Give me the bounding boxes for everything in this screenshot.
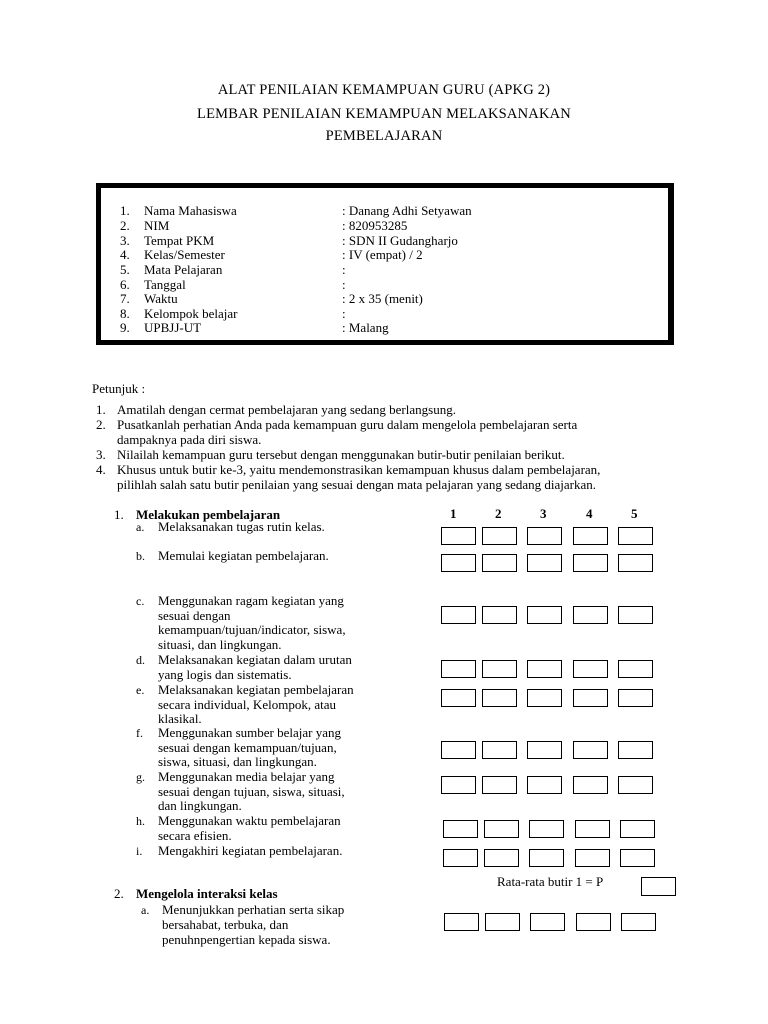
- section1-average-label: Rata-rata butir 1 = P: [497, 874, 604, 889]
- section1-item-a-score-box-1[interactable]: [441, 527, 476, 545]
- info-row-value: : 820953285: [342, 218, 408, 233]
- section1-item-c-score-box-3[interactable]: [527, 606, 562, 624]
- instruction-text: Nilailah kemampuan guru tersebut dengan menggunakan butir-butir penilaian berikut.: [117, 447, 565, 462]
- section1-item-h-score-box-2[interactable]: [484, 820, 519, 838]
- info-row-number: 2.: [120, 218, 130, 233]
- section1-item-i-score-box-5[interactable]: [620, 849, 655, 867]
- section2-item-a-score-box-5[interactable]: [621, 913, 656, 931]
- info-row-label: Tempat PKM: [144, 233, 215, 248]
- instruction-number: 3.: [96, 447, 106, 462]
- info-row-label: Nama Mahasiswa: [144, 203, 237, 218]
- section1-item-h-score-box-1[interactable]: [443, 820, 478, 838]
- section1-item-a-score-box-5[interactable]: [618, 527, 653, 545]
- section1-item-c-score-box-1[interactable]: [441, 606, 476, 624]
- section1-item-f-score-box-1[interactable]: [441, 741, 476, 759]
- section1-item-d-score-box-1[interactable]: [441, 660, 476, 678]
- item-text: kemampuan/tujuan/indicator, siswa,: [158, 622, 346, 637]
- document-title-line2: LEMBAR PENILAIAN KEMAMPUAN MELAKSANAKAN: [197, 106, 571, 122]
- instruction-text: Pusatkanlah perhatian Anda pada kemampuan guru dalam mengelola pembelajaran serta: [117, 417, 578, 432]
- section1-number: 1.: [114, 507, 124, 522]
- section1-item-b-score-box-1[interactable]: [441, 554, 476, 572]
- section2-item-a-score-box-2[interactable]: [485, 913, 520, 931]
- info-row-label: Kelompok belajar: [144, 306, 238, 321]
- document-title-line3: PEMBELAJARAN: [325, 128, 443, 144]
- info-row-value: : IV (empat) / 2: [342, 247, 423, 262]
- section1-item-c-score-box-4[interactable]: [573, 606, 608, 624]
- item-text: sesuai dengan: [158, 607, 231, 623]
- item-text: Mengakhiri kegiatan pembelajaran.: [158, 843, 343, 858]
- item-letter: a.: [136, 520, 145, 534]
- section1-item-e-score-box-3[interactable]: [527, 689, 562, 707]
- info-row-value: :: [342, 277, 346, 292]
- info-row-label: UPBJJ-UT: [144, 320, 202, 335]
- info-row-label: Waktu: [144, 291, 178, 306]
- section1-item-h-score-box-4[interactable]: [575, 820, 610, 838]
- section2-item-a-score-box-3[interactable]: [530, 913, 565, 931]
- item-text: yang logis dan sistematis.: [158, 666, 292, 682]
- info-row-label: NIM: [144, 218, 170, 233]
- item-text: penuhnpengertian kepada siswa.: [162, 932, 331, 947]
- item-text: Melaksanakan tugas rutin kelas.: [158, 519, 325, 534]
- instruction-text: dampaknya pada diri siswa.: [117, 432, 262, 447]
- section1-item-a-score-box-4[interactable]: [573, 527, 608, 545]
- section1-item-d-score-box-3[interactable]: [527, 660, 562, 678]
- info-row-label: Mata Pelajaran: [144, 262, 223, 277]
- section1-item-f-score-box-2[interactable]: [482, 741, 517, 759]
- document-title-line1: ALAT PENILAIAN KEMAMPUAN GURU (APKG 2): [217, 82, 551, 98]
- info-row-number: 9.: [120, 320, 130, 335]
- item-text: klasikal.: [158, 711, 202, 726]
- info-row-number: 7.: [120, 291, 130, 306]
- section1-item-e-score-box-4[interactable]: [573, 689, 608, 707]
- instruction-text: pilihlah salah satu butir penilaian yang sesuai dengan mata pelajaran yang sedang diajarkan.: [117, 477, 597, 492]
- instruction-text: Amatilah dengan cermat pembelajaran yang sedang berlangsung.: [117, 402, 456, 417]
- item-text: Melaksanakan kegiatan pembelajaran: [158, 682, 354, 697]
- item-letter: g.: [136, 770, 145, 784]
- section1-item-g-score-box-3[interactable]: [527, 776, 562, 794]
- item-text: sesuai dengan tujuan, siswa, situasi,: [158, 783, 345, 799]
- info-row-number: 1.: [120, 203, 130, 218]
- section1-item-c-score-box-5[interactable]: [618, 606, 653, 624]
- item-text: Menggunakan media belajar yang: [158, 769, 335, 784]
- item-letter: e.: [136, 683, 145, 697]
- section2-item-a-score-box-1[interactable]: [444, 913, 479, 931]
- section1-item-d-score-box-5[interactable]: [618, 660, 653, 678]
- section1-item-c-score-box-2[interactable]: [482, 606, 517, 624]
- section1-item-b-score-box-4[interactable]: [573, 554, 608, 572]
- section1-item-a-score-box-3[interactable]: [527, 527, 562, 545]
- item-letter: b.: [136, 549, 145, 563]
- info-row-value: :: [342, 262, 346, 277]
- section1-item-b-score-box-5[interactable]: [618, 554, 653, 572]
- section1-item-e-score-box-2[interactable]: [482, 689, 517, 707]
- item-letter: h.: [136, 814, 145, 828]
- instruction-text: Khusus untuk butir ke-3, yaitu mendemonstrasikan kemampuan khusus dalam pembelajaran,: [117, 462, 601, 477]
- section1-item-b-score-box-3[interactable]: [527, 554, 562, 572]
- section1-item-g-score-box-5[interactable]: [618, 776, 653, 794]
- item-text: siswa, situasi, dan lingkungan.: [158, 754, 317, 769]
- item-text: secara individual, Kelompok, atau: [158, 696, 336, 712]
- scale-header-5: 5: [631, 506, 638, 521]
- info-row-value: : SDN II Gudangharjo: [342, 233, 458, 248]
- item-text: secara efisien.: [158, 827, 232, 843]
- scale-header-4: 4: [586, 506, 593, 521]
- item-letter: c.: [136, 594, 145, 608]
- info-row-value: : Danang Adhi Setyawan: [342, 203, 472, 218]
- section1-item-h-score-box-3[interactable]: [529, 820, 564, 838]
- info-row-value: : 2 x 35 (menit): [342, 291, 423, 306]
- section1-item-e-score-box-5[interactable]: [618, 689, 653, 707]
- section1-item-d-score-box-2[interactable]: [482, 660, 517, 678]
- item-letter: d.: [136, 653, 145, 667]
- scale-header-3: 3: [540, 506, 547, 521]
- info-row-number: 5.: [120, 262, 130, 277]
- section2-item-a-score-box-4[interactable]: [576, 913, 611, 931]
- info-row-number: 6.: [120, 277, 130, 292]
- item-letter: i.: [136, 844, 143, 858]
- section1-item-f-score-box-3[interactable]: [527, 741, 562, 759]
- section1-item-i-score-box-2[interactable]: [484, 849, 519, 867]
- section1-item-b-score-box-2[interactable]: [482, 554, 517, 572]
- info-row-label: Kelas/Semester: [144, 247, 225, 262]
- item-text: Memulai kegiatan pembelajaran.: [158, 548, 329, 563]
- item-text: Melaksanakan kegiatan dalam urutan: [158, 652, 352, 667]
- item-text: situasi, dan lingkungan.: [158, 636, 282, 652]
- item-text: sesuai dengan kemampuan/tujuan,: [158, 739, 337, 755]
- section1-item-i-score-box-4[interactable]: [575, 849, 610, 867]
- item-letter: f.: [136, 726, 143, 740]
- instruction-number: 1.: [96, 402, 106, 417]
- section1-item-d-score-box-4[interactable]: [573, 660, 608, 678]
- section1-item-e-score-box-1[interactable]: [441, 689, 476, 707]
- section1-title: Melakukan pembelajaran: [136, 507, 281, 522]
- section1-average-box[interactable]: [641, 877, 676, 896]
- section1-item-g-score-box-1[interactable]: [441, 776, 476, 794]
- item-letter: a.: [141, 903, 150, 917]
- item-text: Menggunakan waktu pembelajaran: [158, 813, 341, 828]
- scale-header-1: 1: [450, 506, 457, 521]
- instructions-heading: Petunjuk :: [92, 381, 146, 396]
- info-row-number: 3.: [120, 233, 130, 248]
- info-row-label: Tanggal: [144, 277, 186, 292]
- item-text: dan lingkungan.: [158, 798, 242, 813]
- section2-title: Mengelola interaksi kelas: [136, 886, 278, 901]
- item-text: Menunjukkan perhatian serta sikap: [162, 902, 345, 917]
- section1-item-f-score-box-4[interactable]: [573, 741, 608, 759]
- section1-item-i-score-box-3[interactable]: [529, 849, 564, 867]
- info-row-number: 4.: [120, 247, 130, 262]
- info-row-value: :: [342, 306, 346, 321]
- item-text: Menggunakan ragam kegiatan yang: [158, 593, 344, 608]
- item-text: bersahabat, terbuka, dan: [162, 917, 289, 932]
- scale-header-2: 2: [495, 506, 502, 521]
- section1-item-g-score-box-4[interactable]: [573, 776, 608, 794]
- section1-item-h-score-box-5[interactable]: [620, 820, 655, 838]
- section1-item-g-score-box-2[interactable]: [482, 776, 517, 794]
- section1-item-f-score-box-5[interactable]: [618, 741, 653, 759]
- section1-item-a-score-box-2[interactable]: [482, 527, 517, 545]
- instruction-number: 2.: [96, 417, 106, 432]
- info-row-number: 8.: [120, 306, 130, 321]
- item-text: Menggunakan sumber belajar yang: [158, 725, 342, 740]
- instruction-number: 4.: [96, 462, 106, 477]
- section1-item-i-score-box-1[interactable]: [443, 849, 478, 867]
- info-row-value: : Malang: [342, 320, 389, 335]
- section2-number: 2.: [114, 886, 124, 901]
